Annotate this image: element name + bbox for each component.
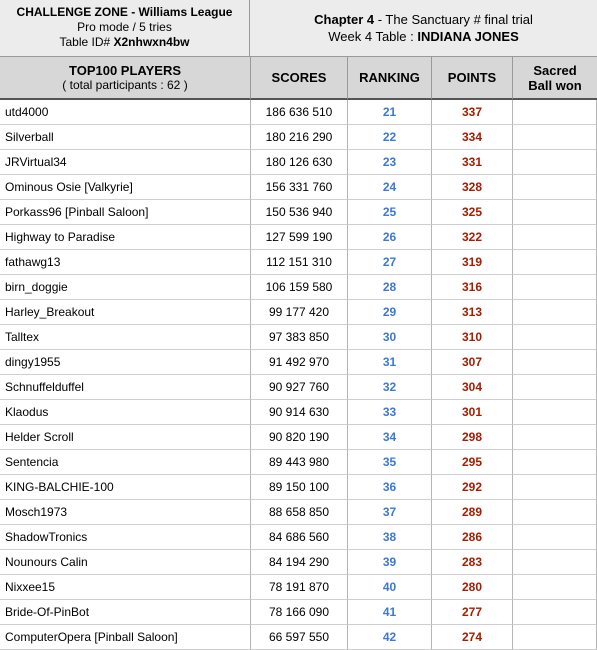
player-score: 127 599 190 xyxy=(251,225,348,250)
player-ranking: 31 xyxy=(348,350,432,375)
player-name: Mosch1973 xyxy=(0,500,251,525)
player-ranking: 36 xyxy=(348,475,432,500)
table-id: X2nhwxn4bw xyxy=(113,35,190,49)
sacred-ball-won xyxy=(513,500,597,525)
league-name: - Williams League xyxy=(127,5,233,19)
col-header-scores xyxy=(251,57,348,100)
col-header-ranking xyxy=(348,57,432,100)
player-name: birn_doggie xyxy=(0,275,251,300)
player-ranking: 41 xyxy=(348,600,432,625)
table-row xyxy=(0,600,597,625)
sacred-ball-won xyxy=(513,450,597,475)
player-score: 90 820 190 xyxy=(251,425,348,450)
zone-title: CHALLENGE ZONE xyxy=(16,5,128,19)
sacred-ball-won xyxy=(513,225,597,250)
player-score: 78 191 870 xyxy=(251,575,348,600)
player-score: 180 126 630 xyxy=(251,150,348,175)
table-row xyxy=(0,200,597,225)
player-points: 274 xyxy=(432,625,513,650)
player-name: Schnuffelduffel xyxy=(0,375,251,400)
col-header-players xyxy=(0,57,251,100)
player-ranking: 42 xyxy=(348,625,432,650)
player-score: 90 914 630 xyxy=(251,400,348,425)
sacred-ball-won xyxy=(513,275,597,300)
table-row xyxy=(0,475,597,500)
player-score: 150 536 940 xyxy=(251,200,348,225)
sacred-ball-won xyxy=(513,475,597,500)
player-score: 97 383 850 xyxy=(251,325,348,350)
player-name: dingy1955 xyxy=(0,350,251,375)
table-row xyxy=(0,375,597,400)
player-ranking: 23 xyxy=(348,150,432,175)
table-row xyxy=(0,400,597,425)
player-points: 286 xyxy=(432,525,513,550)
sacred-ball-won xyxy=(513,325,597,350)
player-score: 186 636 510 xyxy=(251,100,348,125)
table-row xyxy=(0,550,597,575)
player-score: 112 151 310 xyxy=(251,250,348,275)
sacred-ball-won xyxy=(513,250,597,275)
player-points: 301 xyxy=(432,400,513,425)
player-score: 78 166 090 xyxy=(251,600,348,625)
sacred-ball-won xyxy=(513,600,597,625)
player-ranking: 24 xyxy=(348,175,432,200)
table-row xyxy=(0,575,597,600)
player-name: Talltex xyxy=(0,325,251,350)
player-score: 90 927 760 xyxy=(251,375,348,400)
player-name: Helder Scroll xyxy=(0,425,251,450)
player-points: 331 xyxy=(432,150,513,175)
player-name: fathawg13 xyxy=(0,250,251,275)
player-points: 334 xyxy=(432,125,513,150)
player-score: 89 150 100 xyxy=(251,475,348,500)
sacred-ball-won xyxy=(513,375,597,400)
participants-count: ( total participants : 62 ) xyxy=(62,77,188,92)
player-ranking: 29 xyxy=(348,300,432,325)
player-points: 283 xyxy=(432,550,513,575)
sacred-ball-won xyxy=(513,125,597,150)
sacred-ball-won xyxy=(513,550,597,575)
player-points: 319 xyxy=(432,250,513,275)
player-score: 180 216 290 xyxy=(251,125,348,150)
player-ranking: 34 xyxy=(348,425,432,450)
table-row xyxy=(0,250,597,275)
col-header-points xyxy=(432,57,513,100)
player-points: 313 xyxy=(432,300,513,325)
sacred-header-line2: Ball won xyxy=(528,77,582,93)
player-points: 289 xyxy=(432,500,513,525)
sacred-ball-won xyxy=(513,575,597,600)
player-ranking: 40 xyxy=(348,575,432,600)
player-score: 91 492 970 xyxy=(251,350,348,375)
week-table-label: Week 4 Table : xyxy=(328,29,418,44)
player-ranking: 32 xyxy=(348,375,432,400)
player-ranking: 37 xyxy=(348,500,432,525)
player-ranking: 25 xyxy=(348,200,432,225)
player-name: utd4000 xyxy=(0,100,251,125)
player-points: 304 xyxy=(432,375,513,400)
player-name: Sentencia xyxy=(0,450,251,475)
sacred-ball-won xyxy=(513,625,597,650)
player-ranking: 33 xyxy=(348,400,432,425)
player-score: 84 686 560 xyxy=(251,525,348,550)
player-points: 292 xyxy=(432,475,513,500)
player-score: 66 597 550 xyxy=(251,625,348,650)
table-row xyxy=(0,125,597,150)
table-row xyxy=(0,350,597,375)
scores-header-label: SCORES xyxy=(271,70,327,85)
points-header-label: POINTS xyxy=(447,70,497,85)
player-name: Silverball xyxy=(0,125,251,150)
table-row xyxy=(0,425,597,450)
player-points: 295 xyxy=(432,450,513,475)
table-row xyxy=(0,225,597,250)
player-ranking: 38 xyxy=(348,525,432,550)
table-row xyxy=(0,450,597,475)
player-name: Ominous Osie [Valkyrie] xyxy=(0,175,251,200)
table-id-label: Table ID# xyxy=(59,35,114,49)
player-score: 156 331 760 xyxy=(251,175,348,200)
table-row xyxy=(0,175,597,200)
chapter-desc: - The Sanctuary # final trial xyxy=(374,12,533,27)
player-name: ShadowTronics xyxy=(0,525,251,550)
player-name: Harley_Breakout xyxy=(0,300,251,325)
sacred-ball-won xyxy=(513,300,597,325)
table-row xyxy=(0,300,597,325)
player-ranking: 39 xyxy=(348,550,432,575)
player-points: 298 xyxy=(432,425,513,450)
player-points: 325 xyxy=(432,200,513,225)
player-name: Nixxee15 xyxy=(0,575,251,600)
table-row xyxy=(0,625,597,650)
player-name: Nounours Calin xyxy=(0,550,251,575)
sacred-ball-won xyxy=(513,200,597,225)
player-points: 277 xyxy=(432,600,513,625)
player-score: 99 177 420 xyxy=(251,300,348,325)
player-points: 280 xyxy=(432,575,513,600)
sacred-ball-won xyxy=(513,175,597,200)
player-name: Bride-Of-PinBot xyxy=(0,600,251,625)
ranking-header-label: RANKING xyxy=(359,70,420,85)
player-name: ComputerOpera [Pinball Saloon] xyxy=(0,625,251,650)
player-name: Porkass96 [Pinball Saloon] xyxy=(0,200,251,225)
player-score: 106 159 580 xyxy=(251,275,348,300)
player-ranking: 27 xyxy=(348,250,432,275)
col-header-sacred-ball xyxy=(513,57,597,100)
sacred-ball-won xyxy=(513,150,597,175)
player-points: 310 xyxy=(432,325,513,350)
table-row xyxy=(0,325,597,350)
sacred-header-line1: Sacred xyxy=(533,62,577,78)
league-info-cell xyxy=(0,0,250,57)
sacred-ball-won xyxy=(513,400,597,425)
player-ranking: 30 xyxy=(348,325,432,350)
player-ranking: 35 xyxy=(348,450,432,475)
table-row xyxy=(0,500,597,525)
sacred-ball-won xyxy=(513,350,597,375)
player-points: 307 xyxy=(432,350,513,375)
player-ranking: 26 xyxy=(348,225,432,250)
player-ranking: 22 xyxy=(348,125,432,150)
mode-text: Pro mode / 5 tries xyxy=(77,20,172,34)
sacred-ball-won xyxy=(513,425,597,450)
player-points: 337 xyxy=(432,100,513,125)
player-score: 84 194 290 xyxy=(251,550,348,575)
chapter-info-cell xyxy=(250,0,597,57)
player-ranking: 21 xyxy=(348,100,432,125)
sacred-ball-won xyxy=(513,100,597,125)
player-score: 89 443 980 xyxy=(251,450,348,475)
table-name: INDIANA JONES xyxy=(417,29,519,44)
player-name: JRVirtual34 xyxy=(0,150,251,175)
player-name: Highway to Paradise xyxy=(0,225,251,250)
player-score: 88 658 850 xyxy=(251,500,348,525)
players-header-label: TOP100 PLAYERS xyxy=(69,62,181,78)
player-ranking: 28 xyxy=(348,275,432,300)
player-name: Klaodus xyxy=(0,400,251,425)
table-row xyxy=(0,275,597,300)
player-points: 322 xyxy=(432,225,513,250)
player-points: 328 xyxy=(432,175,513,200)
chapter-title: Chapter 4 xyxy=(314,12,375,27)
player-name: KING-BALCHIE-100 xyxy=(0,475,251,500)
table-row xyxy=(0,150,597,175)
table-row xyxy=(0,525,597,550)
table-row xyxy=(0,100,597,125)
sacred-ball-won xyxy=(513,525,597,550)
player-points: 316 xyxy=(432,275,513,300)
